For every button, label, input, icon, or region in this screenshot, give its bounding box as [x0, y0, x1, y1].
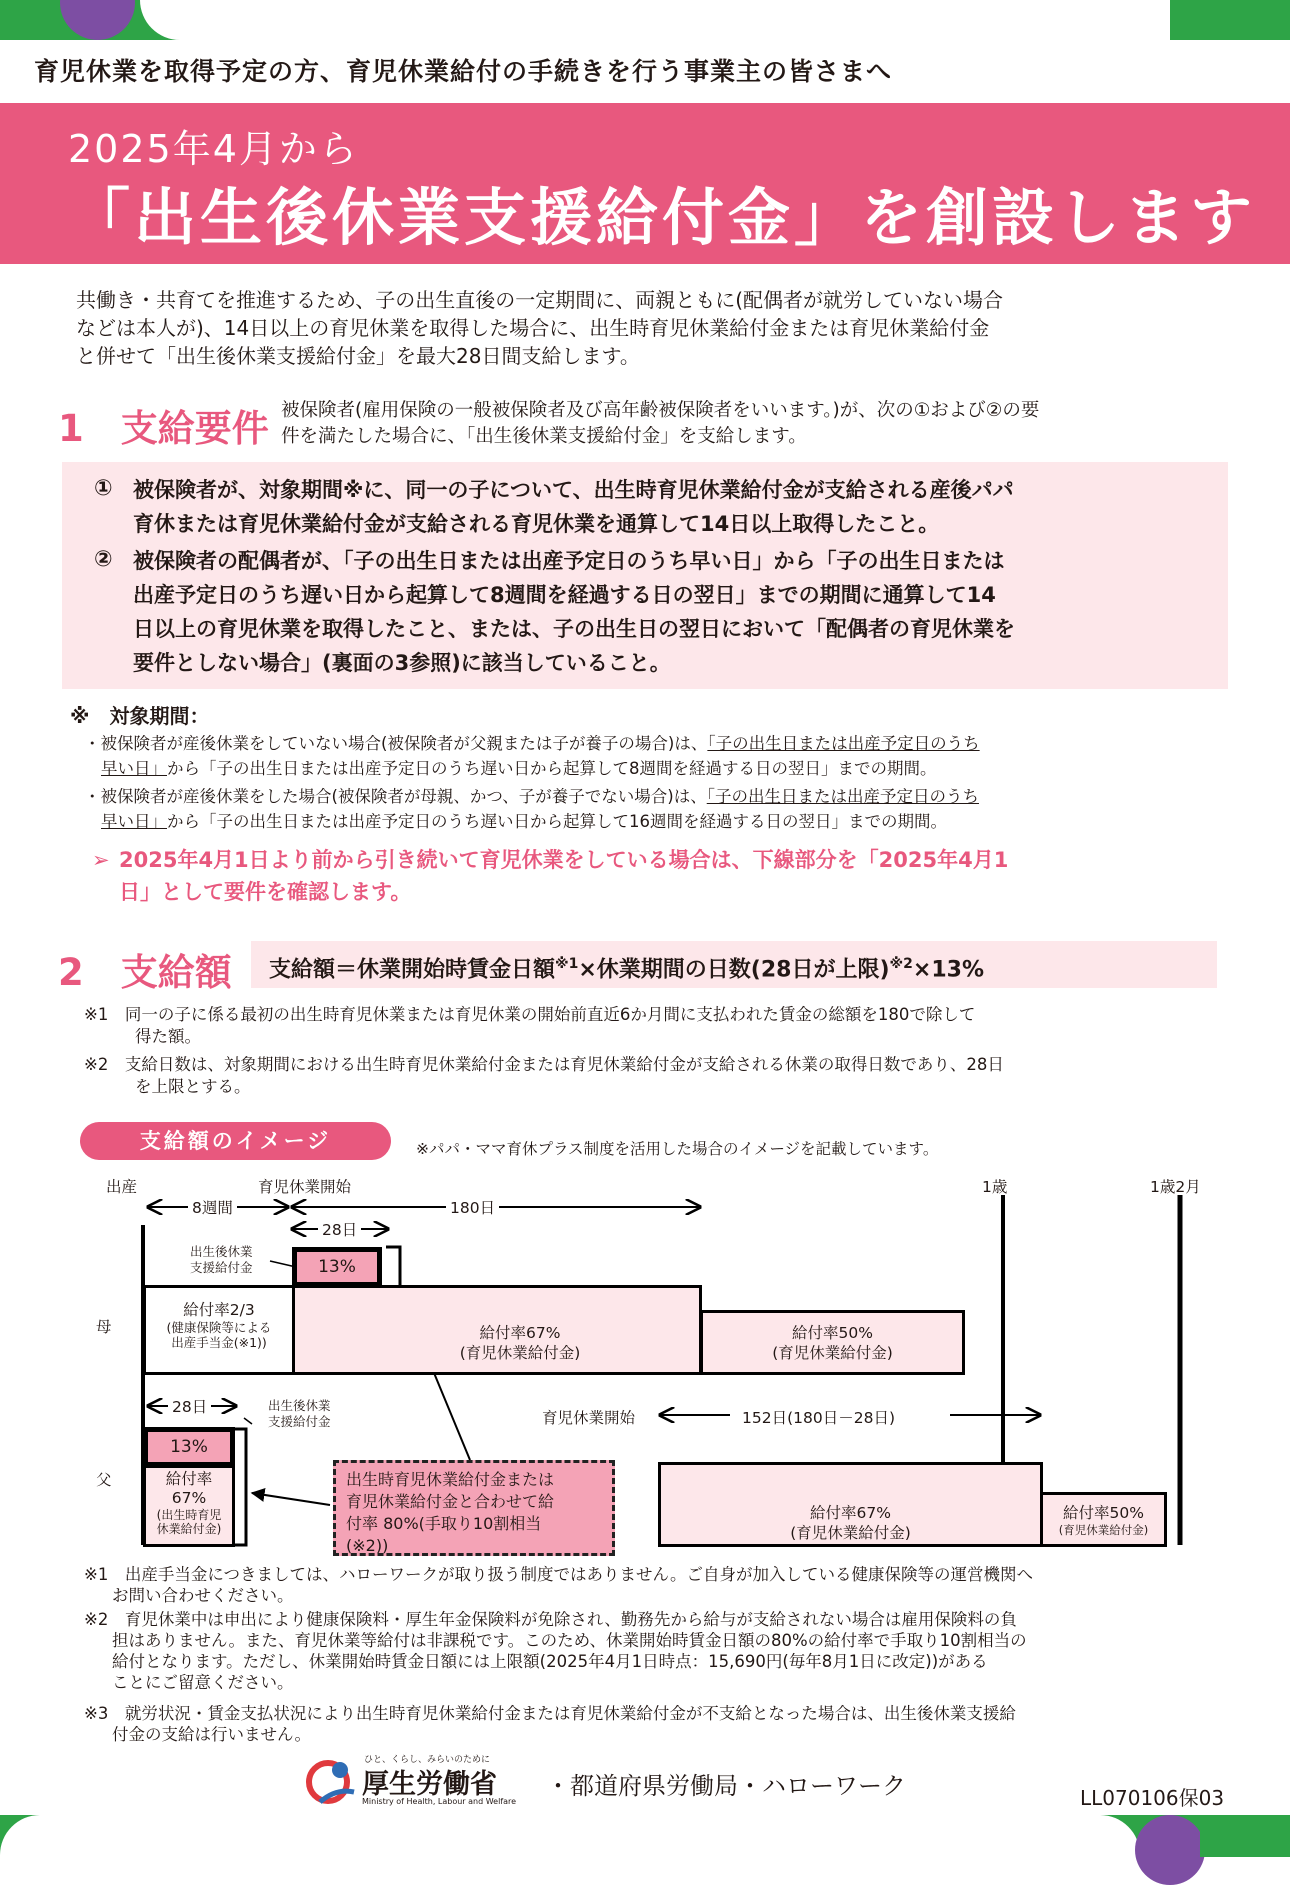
formula-part: ×休業期間の日数(28日が上限): [578, 957, 890, 983]
footnote-2: [84, 1609, 1244, 1693]
arrow-icon: ➢: [92, 848, 110, 872]
label-8-weeks: 8週間: [188, 1196, 237, 1218]
label-father-leave-start: 育児休業開始: [542, 1409, 636, 1427]
target-period-bullet-1: [84, 731, 1234, 781]
section1-heading: 1 支給要件: [58, 407, 269, 450]
callout-arrow-father: [252, 1493, 330, 1505]
bar-label: 給付率: [165, 1470, 213, 1488]
bar-sublabel: 休業給付金): [156, 1522, 222, 1536]
label-line: 支援給付金: [268, 1414, 331, 1429]
formula-sup: ※2: [889, 956, 913, 972]
mother-support-label: [190, 1244, 253, 1276]
bottom-green-band-right: [1200, 1815, 1290, 1857]
page-title: 「出生後休業支援給付金」を創設します: [68, 181, 1257, 254]
ministry-name: 厚生労働省: [362, 1769, 497, 1800]
diagram-note: ※パパ・ママ育休プラス制度を活用した場合のイメージを記載しています。: [416, 1140, 939, 1158]
callout-line: 育児休業給付金と合わせて給: [346, 1492, 555, 1511]
label-line: 支援給付金: [190, 1260, 253, 1275]
bar-label: 給付率67%: [479, 1324, 561, 1342]
ministry-tagline: ひと、くらし、みらいのために: [364, 1755, 491, 1765]
amount-formula: [251, 941, 1217, 988]
requirement-1: [133, 473, 1213, 541]
req-line: 育休または育児休業給付金が支給される育児休業を通算して14日以上取得したこと。: [133, 512, 940, 536]
bar-sublabel: (健康保険等による: [166, 1320, 272, 1335]
offices-text: ・都道府県労働局・ハローワーク: [546, 1772, 906, 1800]
note-line: 2025年4月1日より前から引き続いて育児休業をしている場合は、下線部分を「2025年4月1: [119, 848, 1009, 872]
underlined-text: 「子の出生日または出産予定日のうち: [707, 734, 980, 753]
req-line: 被保険者の配偶者が、「子の出生日または出産予定日のうち早い日」から「子の出生日または: [133, 549, 1005, 573]
label-mother: 母: [96, 1318, 112, 1336]
audience-text: 育児休業を取得予定の方、育児休業給付の手続きを行う事業主の皆さまへ: [34, 57, 893, 86]
callout-line: 付率 80%(手取り10割相当: [346, 1514, 542, 1533]
fn-line: 担はありません。また、育児休業等給付は非課税です。このため、休業開始時賃金日額の80%の給付率で手取り10割相当の: [112, 1631, 1027, 1650]
callout-line: (※2)): [346, 1536, 389, 1555]
label-father: 父: [96, 1471, 112, 1489]
formula-part: ×13%: [912, 957, 984, 983]
label-age-1y2m: 1歳2月: [1150, 1178, 1201, 1196]
document-code: LL070106保03: [1080, 1786, 1225, 1810]
label-age-1: 1歳: [982, 1178, 1008, 1196]
label-line: 出生後休業: [190, 1244, 253, 1259]
underlined-text: 「子の出生日または出産予定日のうち: [706, 787, 979, 806]
req-line: 出産予定日のうち遅い日から起算して8週間を経過する日の翌日」までの期間に通算して14: [133, 583, 996, 607]
image-pill: 支給額のイメージ: [80, 1122, 391, 1160]
req-line: 要件としない場合」(裏面の3参照)に該当していること。: [133, 651, 671, 675]
note-line: 日」として要件を確認します。: [119, 880, 412, 904]
underlined-text: 早い日」: [101, 759, 167, 778]
label-28-days-father: 28日: [168, 1395, 211, 1417]
bullet-text: ・被保険者が産後休業をした場合(被保険者が母親、かつ、子が養子でない場合)は、: [84, 787, 707, 806]
fn-line: ※2 育児休業中は申出により健康保険料・厚生年金保険料が免除され、勤務先から給与が支給されない場合は雇用保険料の負: [84, 1610, 1017, 1629]
ministry-logo-icon: [306, 1758, 358, 1806]
formula-footnote-1: [84, 1004, 1234, 1048]
fn-line: ※1 同一の子に係る最初の出生時育児休業または育児休業の開始前直近6か月間に支払われた賃金の総額を180で除して: [84, 1005, 976, 1024]
bar-label: 給付率50%: [1063, 1504, 1144, 1522]
formula-part: 支給額＝休業開始時賃金日額: [269, 957, 556, 983]
label-28-days-mother: 28日: [318, 1218, 361, 1240]
formula-sup: ※1: [555, 956, 579, 972]
label-leave-start: 育児休業開始: [258, 1178, 352, 1196]
bar-label: 給付率67%: [810, 1504, 891, 1522]
footnote-3: [84, 1703, 1244, 1745]
intro-line: と併せて「出生後休業支援給付金」を最大28日間支給します。: [76, 344, 640, 368]
father-support-label: [268, 1398, 331, 1430]
father-13-percent-bar: 13%: [143, 1427, 235, 1467]
requirement-1-number: ①: [94, 476, 113, 501]
bar-label: 給付率50%: [792, 1324, 873, 1342]
mother-50-bar: [700, 1310, 965, 1375]
footnote-1: [84, 1564, 1244, 1606]
ministry-name-en: Ministry of Health, Labour and Welfare: [362, 1797, 517, 1806]
bullet-text: から「子の出生日または出産予定日のうち遅い日から起算して8週間を経過する日の翌日」までの期間。: [167, 759, 937, 778]
bar-label: 67%: [171, 1489, 207, 1507]
fn-line: 給付となります。ただし、休業開始時賃金日額には上限額(2025年4月1日時点：15,690円(毎年8月1日に改定))がある: [112, 1652, 988, 1671]
requirement-2: [133, 544, 1213, 680]
bottom-band-cutout: [0, 1815, 1140, 1857]
top-band-cutout: [140, 0, 1290, 40]
callout-80-percent: [333, 1460, 615, 1556]
target-period-bullet-2: [84, 784, 1234, 834]
mother-13-percent-bar: 13%: [292, 1247, 382, 1287]
section2-heading: 2 支給額: [58, 951, 232, 994]
requirement-2-number: ②: [94, 547, 113, 572]
father-67-bar: [658, 1462, 1043, 1547]
bar-sublabel: 出産手当金(※1)): [171, 1335, 267, 1350]
mother-maternity-bar: [143, 1285, 295, 1375]
label-leader-father: [244, 1418, 252, 1424]
father-birth-leave-bar: [143, 1465, 235, 1547]
fn-line: ことにご留意ください。: [112, 1673, 294, 1692]
label-line: 出生後休業: [268, 1398, 331, 1413]
bullet-text: ・被保険者が産後休業をしていない場合(被保険者が父親または子が養子の場合)は、: [84, 734, 708, 753]
father-50-bar: [1040, 1492, 1167, 1547]
formula-footnote-2: [84, 1054, 1234, 1098]
title-date: 2025年4月から: [68, 127, 359, 171]
mother-67-label: [400, 1323, 640, 1363]
bar-sublabel: (出生時育児: [156, 1508, 222, 1522]
label-180-days: 180日: [446, 1196, 499, 1218]
desc-line: 被保険者(雇用保険の一般被保険者及び高年齢被保険者をいいます。)が、次の①および②の要: [281, 400, 1040, 421]
fn-line: ※2 支給日数は、対象期間における出生時育児休業給付金または育児休業給付金が支給される休業の取得日数であり、28日: [84, 1055, 1004, 1074]
fn-line: を上限とする。: [135, 1077, 251, 1096]
callout-line: 出生時育児休業給付金または: [346, 1470, 555, 1489]
label-birth: 出産: [106, 1178, 138, 1196]
underlined-text: 早い日」: [101, 812, 167, 831]
req-line: 日以上の育児休業を取得したこと、または、子の出生日の翌日において「配偶者の育児休業を: [133, 617, 1015, 641]
fn-line: お問い合わせください。: [112, 1586, 294, 1605]
bar-label: 給付率2/3: [183, 1301, 255, 1319]
section1-description: [281, 398, 1241, 450]
fn-line: ※1 出産手当金につきましては、ハローワークが取り扱う制度ではありません。ご自身が加入している健康保険等の運営機関へ: [84, 1565, 1033, 1584]
intro-line: 共働き・共育てを推進するため、子の出生直後の一定期間に、両親ともに(配偶者が就労していない場合: [76, 288, 1004, 312]
bullet-text: から「子の出生日または出産予定日のうち遅い日から起算して16週間を経過する日の翌日」までの期間。: [167, 812, 947, 831]
fn-line: 得た額。: [135, 1027, 201, 1046]
fn-line: ※3 就労状況・賃金支払状況により出生時育児休業給付金または育児休業給付金が不支給となった場合は、出生後休業支援給: [84, 1704, 1016, 1723]
fn-line: 付金の支給は行いません。: [112, 1725, 311, 1744]
transition-note: [119, 844, 1219, 908]
bar-sublabel: (育児休業給付金): [1058, 1523, 1149, 1537]
bar-sublabel: (育児休業給付金): [772, 1344, 893, 1362]
req-line: 被保険者が、対象期間※に、同一の子について、出生時育児休業給付金が支給される産後パパ: [133, 478, 1014, 502]
intro-paragraph: [76, 286, 1226, 370]
target-period-heading: ※ 対象期間：: [70, 704, 210, 728]
bar-sublabel: (育児休業給付金): [459, 1344, 581, 1362]
bar-sublabel: (育児休業給付金): [790, 1524, 911, 1542]
label-152-days: 152日(180日－28日): [742, 1409, 895, 1427]
purple-circle-bottom: [1135, 1815, 1205, 1885]
desc-line: 件を満たした場合に、「出生後休業支援給付金」を支給します。: [281, 426, 807, 447]
intro-line: などは本人が)、14日以上の育児休業を取得した場合に、出生時育児休業給付金または育児休業給付金: [76, 316, 990, 340]
top-green-band-right: [1170, 0, 1290, 40]
